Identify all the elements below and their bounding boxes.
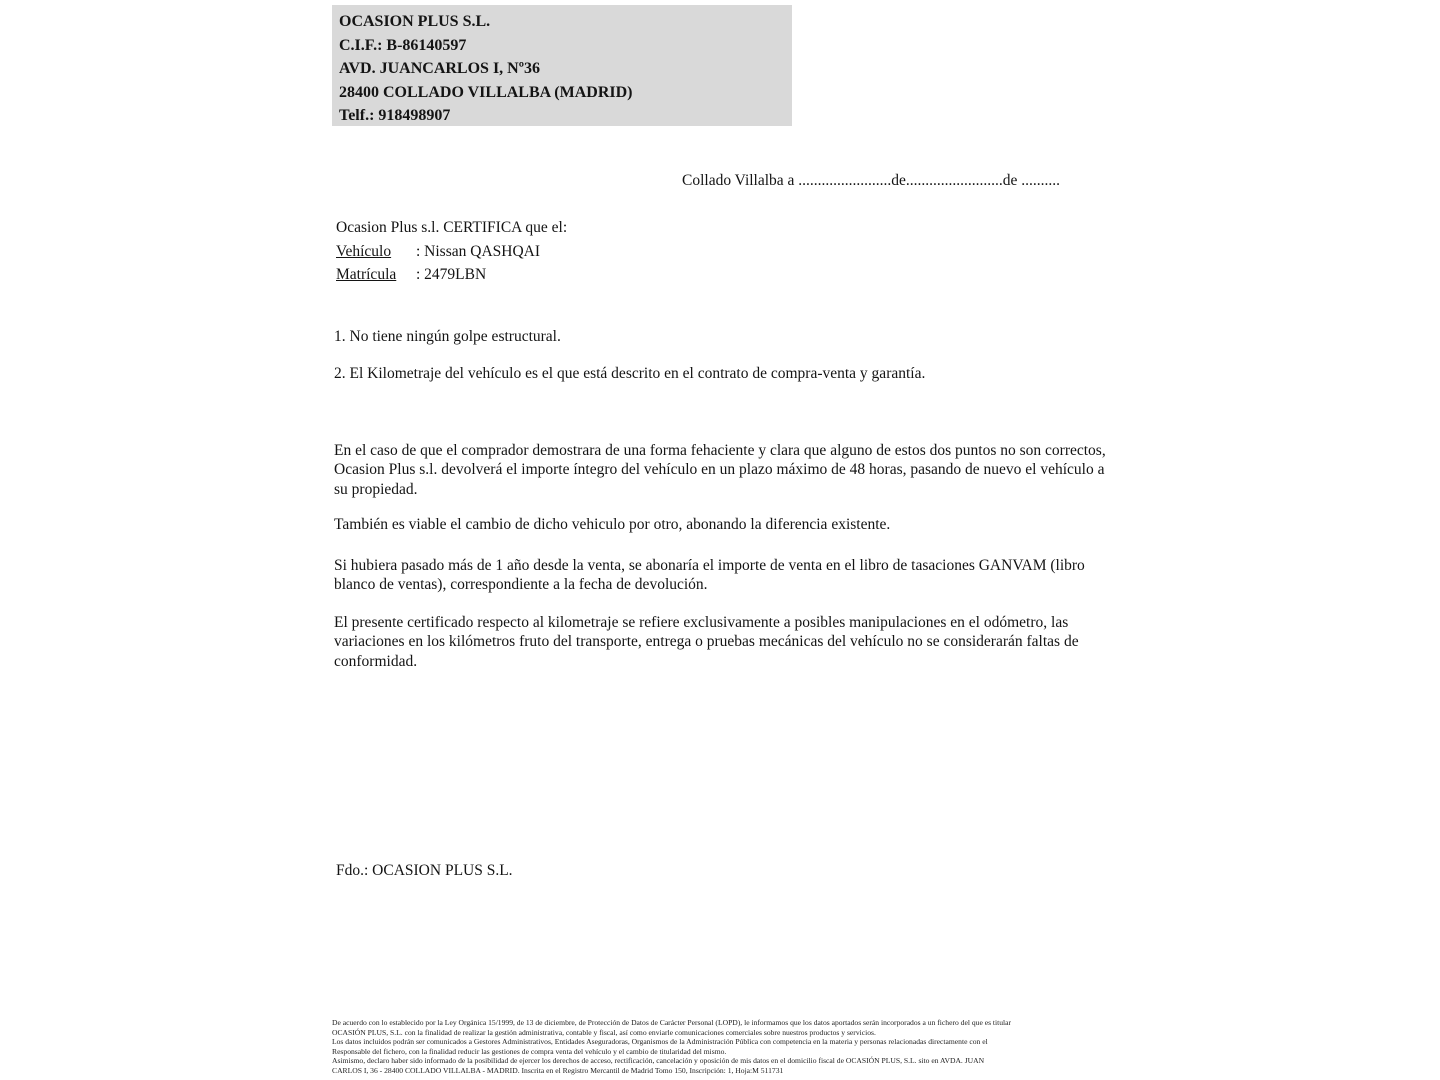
plate-value: : 2479LBN	[416, 266, 487, 283]
legal-line: De acuerdo con lo establecido por la Ley Orgánica 15/1999, de 13 de diciembre, de Protección de Datos de Carácter Personal (LOPD), le informamos que los datos aportados serán incorporados a un fichero del que es titular	[332, 1018, 1012, 1027]
point-2: 2. El Kilometraje del vehículo es el que está descrito en el contrato de compra-venta y garantía.	[334, 365, 926, 382]
legal-line: OCASIÓN PLUS, S.L. con la finalidad de realizar la gestión administrativa, contable y fiscal, así como enviarle comunicaciones comerciales sobre nuestros productos y servicios.	[332, 1027, 876, 1037]
company-name: OCASION PLUS S.L.	[339, 13, 491, 30]
company-city: 28400 COLLADO VILLALBA (MADRID)	[339, 83, 633, 101]
legal-line: Asimismo, declaro haber sido informado de la posibilidad de ejercer los derechos de acceso, rectificación, cancelación y oposición de mis datos en el domicilio fiscal de OCASIÓN PLUS, S.L. sito en AVDA. JUAN	[332, 1056, 985, 1065]
legal-footer	[332, 1018, 1122, 1075]
vehicle-row	[336, 240, 567, 264]
paragraph-refund: En el caso de que el comprador demostrara de una forma fehaciente y clara que alguno de estos dos puntos no son correctos, Ocasion Plus s.l. devolverá el importe íntegro del vehículo en un plazo máximo de 48 horas, pasando de nuevo el vehículo a su propiedad.	[334, 442, 1106, 498]
signature-line: Fdo.: OCASION PLUS S.L.	[336, 862, 513, 879]
company-header-box	[332, 5, 792, 126]
plate-label: Matrícula	[336, 266, 397, 283]
point-1: 1. No tiene ningún golpe estructural.	[334, 328, 561, 345]
plate-row	[336, 263, 567, 287]
legal-line: Los datos incluidos podrán ser comunicados a Gestores Administrativos, Entidades Aseguradoras, Organismos de la Administración Pública con competencia en la materia y personas relacionadas directamente con el	[332, 1037, 988, 1046]
vehicle-value: : Nissan QASHQAI	[416, 242, 540, 260]
certification-block	[336, 216, 567, 287]
legal-line: CARLOS I, 36 - 28400 COLLADO VILLALBA - MADRID. Inscrita en el Registro Mercantil de Madrid Tomo 150, Inscripción: 1, Hoja:M 511731	[332, 1065, 784, 1075]
company-cif: C.I.F.: B-86140597	[339, 36, 467, 54]
paragraph-exchange: También es viable el cambio de dicho vehiculo por otro, abonando la diferencia existente.	[334, 516, 891, 533]
company-phone: Telf.: 918498907	[339, 107, 451, 124]
company-address: AVD. JUANCARLOS I, Nº36	[339, 60, 541, 77]
paragraph-ganvam: Si hubiera pasado más de 1 año desde la venta, se abonaría el importe de venta en el libro de tasaciones GANVAM (libro blanco de ventas), correspondiente a la fecha de devolución.	[334, 557, 1085, 594]
date-line: Collado Villalba a ........................de.........................de ..........	[682, 172, 1061, 189]
legal-line: Responsable del fichero, con la finalidad reducir las gestiones de compra venta del vehículo y el cambio de titularidad del mismo.	[332, 1046, 727, 1056]
vehicle-label: Vehículo	[336, 242, 392, 260]
certification-intro: Ocasion Plus s.l. CERTIFICA que el:	[336, 219, 568, 236]
paragraph-odometer: El presente certificado respecto al kilometraje se refiere exclusivamente a posibles manipulaciones en el odómetro, las variaciones en los kilómetros fruto del transporte, entrega o pruebas mecánicas del vehículo no se considerarán faltas de conformidad.	[334, 614, 1079, 670]
